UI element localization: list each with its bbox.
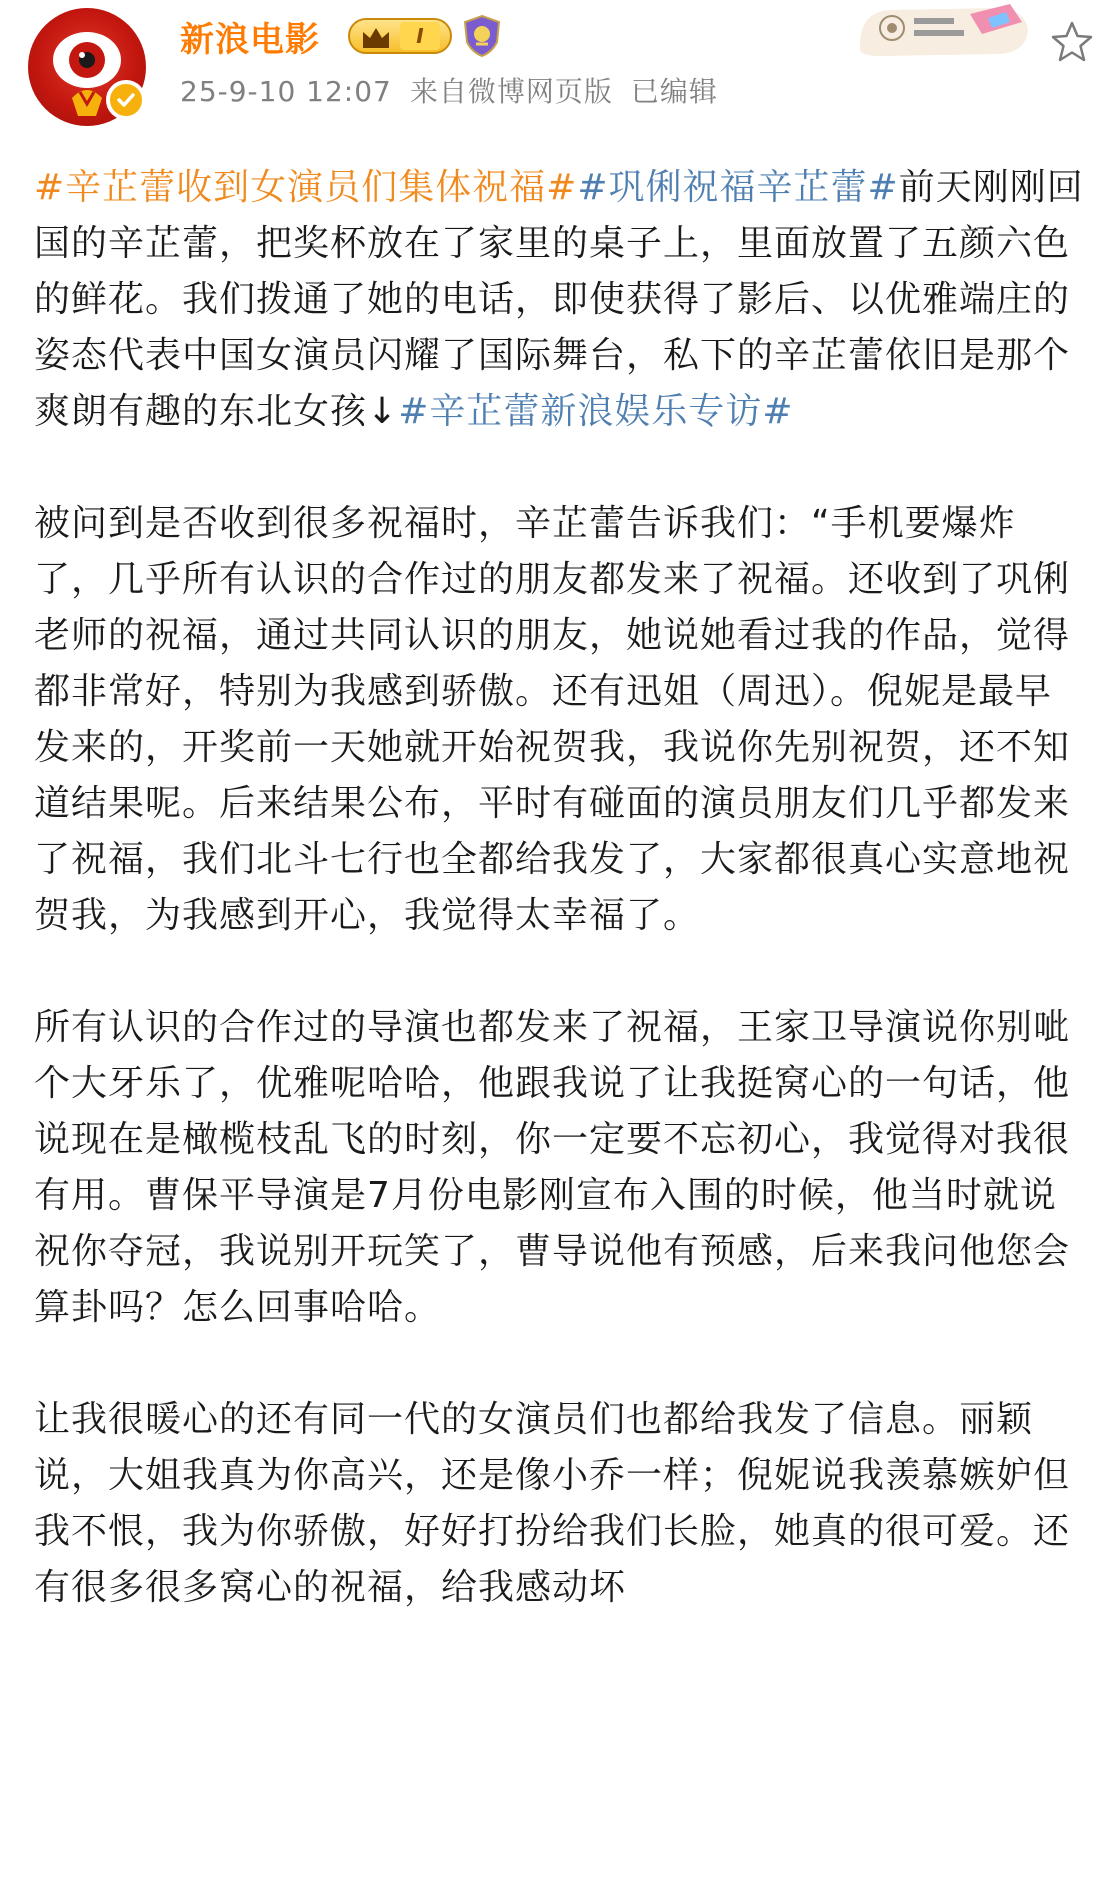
topic-tag-3[interactable]: #辛芷蕾新浪娱乐专访# — [398, 391, 794, 432]
post-paragraph-1 — [34, 160, 1084, 440]
post-paragraph-2: 被问到是否收到很多祝福时，辛芷蕾告诉我们：“手机要爆炸了，几乎所有认识的合作过的朋友都发来了祝福。还收到了巩俐老师的祝福，通过共同认识的朋友，她说她看过我的作品，觉得都非常好，特别为我感到骄傲。还有迅姐（周迅）。倪妮是最早发来的，开奖前一天她就开始祝贺我，我说你先别祝贺，还不知道结果呢。后来结果公布，平时有碰面的演员朋友们几乎都发来了祝福，我们北斗七行也全都给我发了，大家都很真心实意地祝贺我，为我感到开心，我觉得太幸福了。 — [34, 503, 1071, 936]
post-body — [34, 160, 1084, 1672]
post-source[interactable]: 来自微博网页版 — [409, 75, 613, 108]
decoration-card-icon — [850, 0, 1050, 60]
post-meta — [180, 70, 736, 110]
post-header — [0, 0, 1115, 140]
member-level-badge[interactable] — [348, 18, 452, 54]
level-label: I — [400, 22, 440, 50]
topic-tag-1[interactable]: #辛芷蕾收到女演员们集体祝福# — [34, 167, 578, 208]
post-time: 25-9-10 12:07 — [180, 75, 392, 108]
verified-badge-icon — [106, 80, 146, 120]
intro-text: 前天刚刚回国的辛芷蕾，把奖杯放在了家里的桌子上，里面放置了五颜六色的鲜花。我们拨通了她的电话，即使获得了影后、以优雅端庄的姿态代表中国女演员闪耀了国际舞台，私下的辛芷蕾依旧是那个爽朗有趣的东北女孩 — [34, 167, 1084, 432]
down-arrow: ↓ — [367, 391, 399, 432]
post-paragraph-3: 所有认识的合作过的导演也都发来了祝福，王家卫导演说你别呲个大牙乐了，优雅呢哈哈，他跟我说了让我挺窝心的一句话，他说现在是橄榄枝乱飞的时刻，你一定要不忘初心，我觉得对我很有用。曹保平导演是7月份电影刚宣布入围的时候，他当时就说祝你夺冠，我说别开玩笑了，曹导说他有预感，后来我问他您会算卦吗？怎么回事哈哈。 — [34, 1007, 1071, 1328]
shield-badge-icon[interactable] — [462, 14, 502, 62]
topic-tag-2[interactable]: #巩俐祝福辛芷蕾# — [577, 167, 899, 208]
edited-label: 已编辑 — [630, 75, 718, 108]
star-icon[interactable] — [1050, 20, 1094, 64]
crown-icon — [360, 24, 392, 50]
author-name[interactable]: 新浪电影 — [180, 20, 320, 60]
post-paragraph-4: 让我很暖心的还有同一代的女演员们也都给我发了信息。丽颖说，大姐我真为你高兴，还是像小乔一样；倪妮说我羡慕嫉妒但我不恨，我为你骄傲，好好打扮给我们长脸，她真的很可爱。还有很多很多窝心的祝福，给我感动坏 — [34, 1399, 1071, 1608]
